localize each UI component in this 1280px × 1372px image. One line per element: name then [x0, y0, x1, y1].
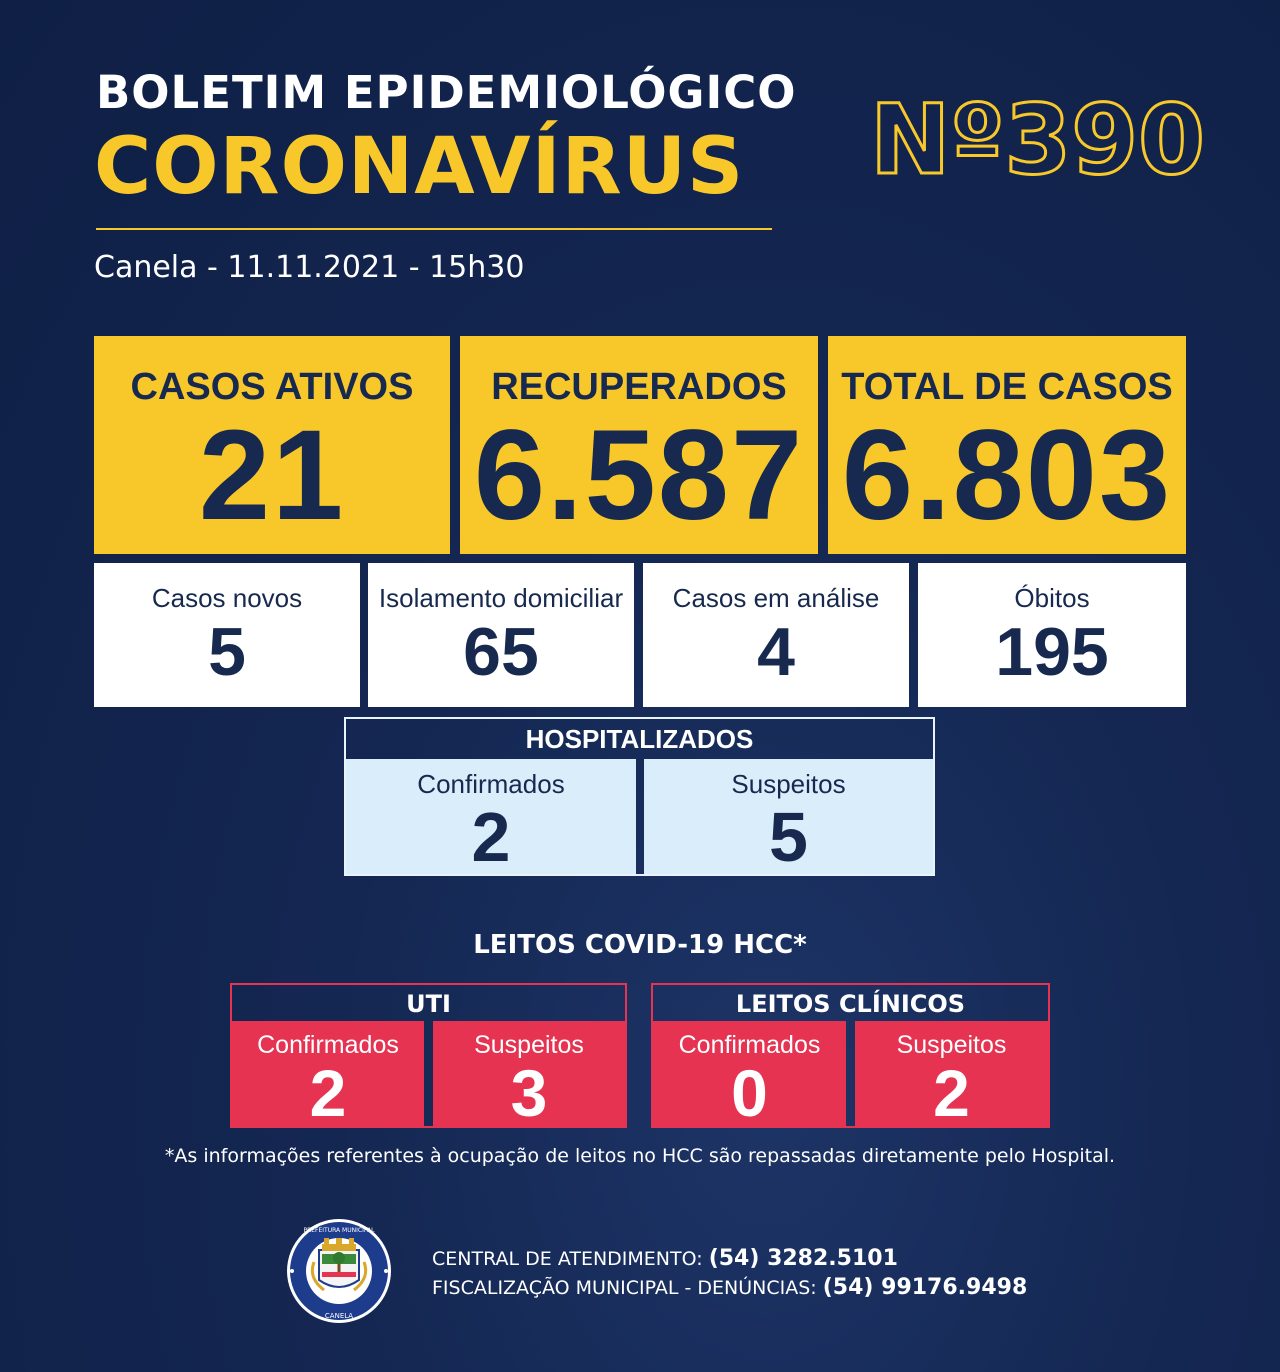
hospitalized-title: HOSPITALIZADOS — [525, 724, 754, 754]
cell-value: 3 — [510, 1056, 548, 1130]
icu-suspected — [433, 1021, 625, 1130]
clinical-confirmed — [653, 1021, 846, 1130]
stat-value: 4 — [757, 614, 795, 690]
stat-label: RECUPERADOS — [491, 366, 787, 408]
cell-label: Suspeitos — [896, 1031, 1007, 1059]
footnote: *As informações referentes à ocupação de leitos no HCC são repassadas diretamente pelo Hospital. — [164, 1145, 1116, 1167]
cell-label: Confirmados — [417, 769, 565, 799]
stat-value: 195 — [995, 614, 1109, 690]
stat-label: TOTAL DE CASOS — [841, 366, 1173, 408]
coronavirus-title: CORONAVÍRUS — [94, 122, 745, 212]
stat-label: Óbitos — [1014, 583, 1090, 613]
stat-value: 65 — [463, 614, 539, 690]
cell-value: 2 — [309, 1056, 347, 1130]
cell-label: Suspeitos — [731, 769, 846, 799]
contact-phone: (54) 3282.5101 — [708, 1246, 898, 1271]
stat-label: Casos novos — [151, 583, 303, 613]
contact-inspection — [432, 1275, 1027, 1300]
cell-label: Confirmados — [678, 1031, 821, 1059]
hospitalized-confirmed — [346, 759, 636, 874]
seal-bottom-text: CANELA — [324, 1312, 354, 1320]
stat-value: 6.803 — [841, 404, 1173, 547]
stat-recovered — [460, 336, 818, 554]
clinical-beds-title: LEITOS CLÍNICOS — [735, 990, 966, 1018]
icu-confirmed — [232, 1021, 424, 1130]
seal-top-text: PREFEITURA MUNICIPAL — [303, 1227, 375, 1234]
cell-value: 2 — [471, 798, 511, 876]
stat-value: 6.587 — [473, 404, 805, 547]
cell-value: 2 — [933, 1056, 970, 1130]
contact-label: FISCALIZAÇÃO MUNICIPAL - DENÚNCIAS: — [432, 1277, 817, 1299]
bulletin-title: BOLETIM EPIDEMIOLÓGICO — [96, 66, 797, 119]
beds-title: LEITOS COVID-19 HCC* — [473, 930, 807, 960]
stat-total-cases — [828, 336, 1186, 554]
municipal-seal-logo — [286, 1218, 392, 1324]
title-divider — [96, 228, 772, 230]
stat-active-cases — [94, 336, 450, 554]
stat-label: Casos em análise — [672, 583, 880, 613]
edition-number: Nº390 — [870, 84, 1205, 196]
cell-label: Suspeitos — [474, 1031, 584, 1059]
stat-label: Isolamento domiciliar — [378, 583, 624, 613]
icu-title: UTI — [406, 990, 451, 1018]
stat-value: 5 — [208, 614, 246, 690]
hospitalized-suspected — [644, 759, 933, 874]
stat-under-analysis — [643, 563, 909, 707]
clinical-suspected — [855, 1021, 1048, 1130]
contact-central — [432, 1246, 898, 1271]
cell-value: 0 — [731, 1056, 768, 1130]
cell-value: 5 — [769, 798, 808, 876]
contact-phone: (54) 99176.9498 — [822, 1275, 1028, 1300]
stat-value: 21 — [198, 404, 346, 547]
dateline: Canela - 11.11.2021 - 15h30 — [94, 250, 525, 285]
stat-home-isolation — [368, 563, 634, 707]
stat-new-cases — [94, 563, 360, 707]
stat-label: CASOS ATIVOS — [130, 366, 414, 408]
stat-deaths — [918, 563, 1186, 707]
contact-label: CENTRAL DE ATENDIMENTO: — [432, 1248, 703, 1270]
cell-label: Confirmados — [257, 1031, 399, 1059]
